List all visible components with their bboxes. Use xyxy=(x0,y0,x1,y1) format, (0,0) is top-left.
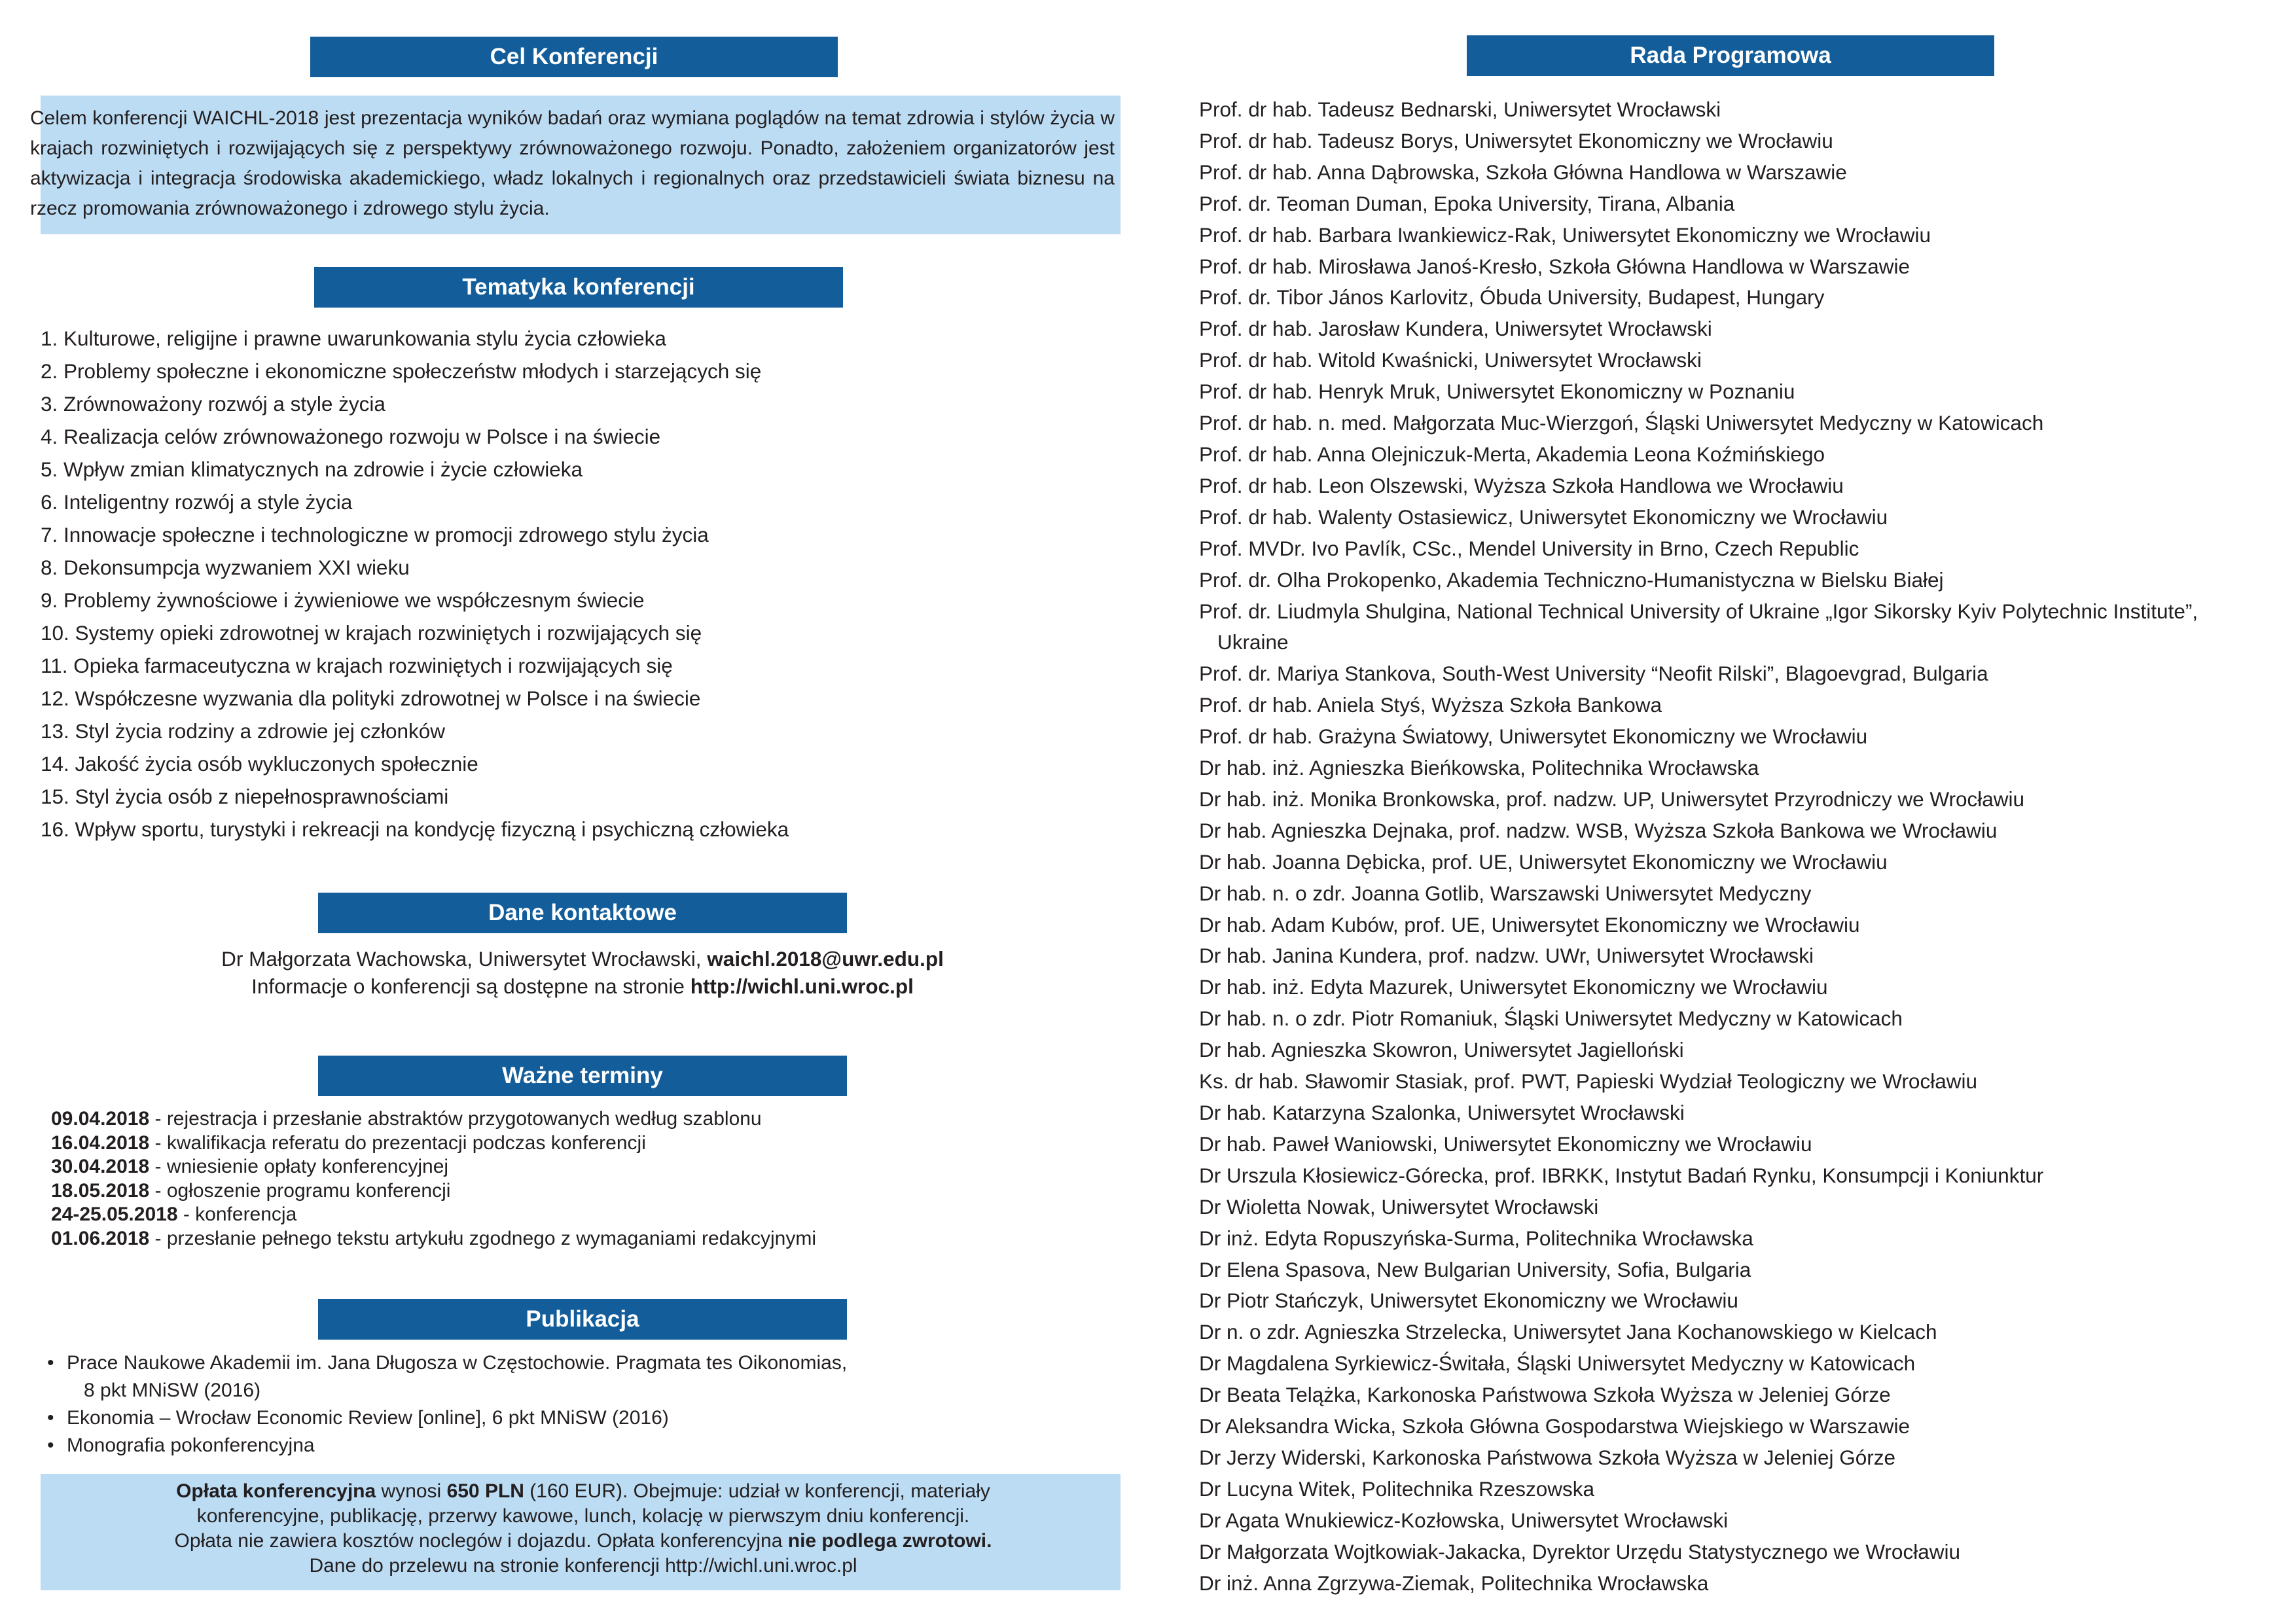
council-member: Dr inż. Anna Zgrzywa-Ziemak, Politechnika Wrocławska xyxy=(1199,1571,1709,1595)
deadline-item xyxy=(51,1203,816,1227)
deadline-item xyxy=(51,1107,816,1132)
topic-item: 3. Zrównoważony rozwój a style życia xyxy=(41,392,386,416)
publication-title: Monografia pokonferencyjna xyxy=(67,1435,315,1456)
fee-line-2: konferencyjne, publikację, przerwy kawowe, lunch, kolację w pierwszym dniu konferencji. xyxy=(196,1505,970,1527)
council-member: Prof. dr hab. Mirosława Janoś-Kresło, Szkoła Główna Handlowa w Warszawie xyxy=(1199,254,1910,278)
fee-text1: wynosi xyxy=(376,1480,447,1502)
council-member: Prof. dr hab. Tadeusz Borys, Uniwersytet Ekonomiczny we Wrocławiu xyxy=(1199,128,1833,152)
topics-list xyxy=(41,322,789,846)
council-member: Prof. dr hab. Aniela Styś, Wyższa Szkoła Bankowa xyxy=(1199,693,1662,717)
council-member: Dr hab. Janina Kundera, prof. nadzw. UWr, Uniwersytet Wrocławski xyxy=(1199,944,1814,968)
topic-item: 12. Współczesne wyzwania dla polityki zdrowotnej w Polsce i na świecie xyxy=(41,687,701,710)
deadlines-heading: Ważne terminy xyxy=(318,1056,847,1096)
council-member: Prof. dr hab. Anna Olejniczuk-Merta, Akademia Leona Koźmińskiego xyxy=(1199,442,1825,466)
publication-title: Ekonomia – Wrocław Economic Review [online], 6 pkt MNiSW (2016) xyxy=(67,1407,669,1429)
council-member: Prof. dr hab. n. med. Małgorzata Muc-Wierzgoń, Śląski Uniwersytet Medyczny w Katowicach xyxy=(1199,411,2044,435)
council-member: Dr Lucyna Witek, Politechnika Rzeszowska xyxy=(1199,1476,1594,1501)
council-member: Dr Małgorzata Wojtkowiak-Jakacka, Dyrektor Urzędu Statystycznego we Wrocławiu xyxy=(1199,1539,1960,1563)
council-member: Dr Piotr Stańczyk, Uniwersytet Ekonomiczny we Wrocławiu xyxy=(1199,1289,1738,1313)
fee-line-1 xyxy=(43,1479,1123,1504)
topic-item: 10. Systemy opieki zdrowotnej w krajach rozwiniętych i rozwijających się xyxy=(41,621,702,645)
council-member: Dr hab. inż. Monika Bronkowska, prof. nadzw. UP, Uniwersytet Przyrodniczy we Wrocławiu xyxy=(1199,787,2025,811)
fee-label: Opłata konferencyjna xyxy=(176,1480,376,1502)
deadline-date: 30.04.2018 xyxy=(51,1156,150,1177)
council-member: Prof. dr hab. Anna Dąbrowska, Szkoła Główna Handlowa w Warszawie xyxy=(1199,160,1847,184)
topic-item: 6. Inteligentny rozwój a style życia xyxy=(41,490,353,514)
goal-text: Celem konferencji WAICHL-2018 jest prezentacja wyników badań oraz wymiana poglądów na temat zdrowia i stylów życia w krajach rozwiniętych i rozwijających się z perspektywy zrównoważonego rozwoju. Ponadto, założeniem organizatorów jest aktywizacja i integracja środowiska akademickiego, władz lokalnych i regionalnych oraz przedstawicieli świata biznesu na rzecz promowania zrównoważonego i zdrowego stylu życia. xyxy=(30,107,1115,219)
publication-item xyxy=(47,1349,847,1404)
topic-item: 5. Wpływ zmian klimatycznych na zdrowie i życie człowieka xyxy=(41,457,583,481)
contact-person: Dr Małgorzata Wachowska, Uniwersytet Wrocławski, xyxy=(221,947,708,971)
council-member: Dr hab. inż. Agnieszka Bieńkowska, Politechnika Wrocławska xyxy=(1199,756,1759,780)
deadline-desc: - wniesienie opłaty konferencyjnej xyxy=(149,1156,449,1177)
council-member: Dr hab. inż. Edyta Mazurek, Uniwersytet Ekonomiczny we Wrocławiu xyxy=(1199,975,1828,999)
publication-detail: 8 pkt MNiSW (2016) xyxy=(84,1380,261,1401)
contact-line-2 xyxy=(39,972,1126,1000)
topic-item: 14. Jakość życia osób wykluczonych społecznie xyxy=(41,752,478,776)
council-member: Prof. MVDr. Ivo Pavlík, CSc., Mendel University in Brno, Czech Republic xyxy=(1199,536,1859,560)
fee-text xyxy=(43,1479,1123,1578)
fee-line-3a: Opłata nie zawiera kosztów noclegów i dojazdu. Opłata konferencyjna xyxy=(174,1530,788,1552)
deadline-desc: - konferencja xyxy=(177,1204,297,1225)
council-member: Prof. dr. Teoman Duman, Epoka University, Tirana, Albania xyxy=(1199,191,1735,215)
goal-heading: Cel Konferencji xyxy=(310,37,838,77)
deadline-desc: - kwalifikacja referatu do prezentacji podczas konferencji xyxy=(149,1132,646,1154)
publications-list xyxy=(47,1349,847,1459)
council-member: Dr hab. Agnieszka Skowron, Uniwersytet Jagielloński xyxy=(1199,1038,1684,1062)
contact-email: waichl.2018@uwr.edu.pl xyxy=(707,947,944,971)
council-heading: Rada Programowa xyxy=(1467,35,1994,76)
council-member: Dr Beata Telążka, Karkonoska Państwowa Szkoła Wyższa w Jeleniej Górze xyxy=(1199,1383,1891,1407)
deadline-desc: - przesłanie pełnego tekstu artykułu zgodnego z wymaganiami redakcyjnymi xyxy=(149,1227,816,1249)
bullet-icon: • xyxy=(47,1407,54,1429)
council-member: Prof. dr hab. Witold Kwaśnicki, Uniwersytet Wrocławski xyxy=(1199,348,1702,372)
deadline-date: 16.04.2018 xyxy=(51,1132,150,1154)
deadline-date: 09.04.2018 xyxy=(51,1108,150,1130)
council-member: Dr inż. Edyta Ropuszyńska-Surma, Politechnika Wrocławska xyxy=(1199,1226,1753,1250)
bullet-icon: • xyxy=(47,1435,54,1456)
topic-item: 1. Kulturowe, religijne i prawne uwarunkowania stylu życia człowieka xyxy=(41,327,666,350)
council-member: Dr Wioletta Nowak, Uniwersytet Wrocławski xyxy=(1199,1194,1599,1219)
topic-item: 7. Innowacje społeczne i technologiczne w promocji zdrowego stylu życia xyxy=(41,523,709,546)
topic-item: 9. Problemy żywnościowe i żywieniowe we współczesnym świecie xyxy=(41,588,645,612)
deadline-desc: - rejestracja i przesłanie abstraktów przygotowanych według szablonu xyxy=(149,1108,762,1130)
topic-item: 15. Styl życia osób z niepełnosprawnościami xyxy=(41,785,449,808)
council-member: Prof. dr. Olha Prokopenko, Akademia Techniczno-Humanistyczna w Bielsku Białej xyxy=(1199,567,1944,592)
council-member: Dr Jerzy Widerski, Karkonoska Państwowa Szkoła Wyższa w Jeleniej Górze xyxy=(1199,1445,1896,1469)
publication-item xyxy=(47,1404,847,1432)
topics-heading: Tematyka konferencji xyxy=(314,267,843,308)
council-member: Dr Elena Spasova, New Bulgarian University, Sofia, Bulgaria xyxy=(1199,1257,1751,1281)
topic-item: 4. Realizacja celów zrównoważonego rozwoju w Polsce i na świecie xyxy=(41,425,661,448)
deadline-item xyxy=(51,1155,816,1179)
council-member: Dr Urszula Kłosiewicz-Górecka, prof. IBRKK, Instytut Badań Rynku, Konsumpcji i Koniunktur xyxy=(1199,1163,2044,1187)
contact-block xyxy=(39,945,1126,1000)
council-member: Dr Aleksandra Wicka, Szkoła Główna Gospodarstwa Wiejskiego w Warszawie xyxy=(1199,1414,1910,1438)
deadline-date: 24-25.05.2018 xyxy=(51,1204,178,1225)
council-list xyxy=(1199,94,2272,1599)
council-member: Ks. dr hab. Sławomir Stasiak, prof. PWT, Papieski Wydział Teologiczny we Wrocławiu xyxy=(1199,1069,1977,1094)
fee-amount: 650 PLN xyxy=(446,1480,524,1502)
fee-text2: (160 EUR). Obejmuje: udział w konferencji, materiały xyxy=(524,1480,990,1502)
deadline-desc: - ogłoszenie programu konferencji xyxy=(149,1179,451,1202)
fee-line-3 xyxy=(43,1529,1123,1554)
contact-website: http://wichl.uni.wroc.pl xyxy=(690,974,914,998)
deadline-item xyxy=(51,1179,816,1204)
council-member: Prof. dr hab. Grażyna Światowy, Uniwersytet Ekonomiczny we Wrocławiu xyxy=(1199,724,1868,749)
deadline-date: 01.06.2018 xyxy=(51,1227,150,1249)
council-member: Prof. dr. Liudmyla Shulgina, National Technical University of Ukraine „Igor Sikorsky Kyiv Polytechnic Institute”, Ukraine xyxy=(1199,599,2198,654)
fee-nonrefundable: nie podlega zwrotowi. xyxy=(787,1530,992,1552)
topic-item: 11. Opieka farmaceutyczna w krajach rozwiniętych i rozwijających się xyxy=(41,654,673,677)
council-member: Dr hab. n. o zdr. Joanna Gotlib, Warszawski Uniwersytet Medyczny xyxy=(1199,881,1812,905)
council-member: Prof. dr hab. Barbara Iwankiewicz-Rak, Uniwersytet Ekonomiczny we Wrocławiu xyxy=(1199,223,1931,247)
contact-website-label: Informacje o konferencji są dostępne na stronie xyxy=(251,974,691,998)
council-member: Dr hab. Katarzyna Szalonka, Uniwersytet Wrocławski xyxy=(1199,1101,1685,1124)
council-member: Dr n. o zdr. Agnieszka Strzelecka, Uniwersytet Jana Kochanowskiego w Kielcach xyxy=(1199,1320,1937,1344)
topic-item: 13. Styl życia rodziny a zdrowie jej członków xyxy=(41,719,446,743)
topic-item: 8. Dekonsumpcja wyzwaniem XXI wieku xyxy=(41,556,410,579)
council-member: Prof. dr hab. Tadeusz Bednarski, Uniwersytet Wrocławski xyxy=(1199,98,1721,121)
topic-item: 2. Problemy społeczne i ekonomiczne społeczeństw młodych i starzejących się xyxy=(41,359,762,383)
deadlines-list xyxy=(51,1107,816,1251)
publication-title: Prace Naukowe Akademii im. Jana Długosza w Częstochowie. Pragmata tes Oikonomias, xyxy=(67,1352,848,1374)
council-member: Dr Agata Wnukiewicz-Kozłowska, Uniwersytet Wrocławski xyxy=(1199,1508,1729,1532)
deadline-item xyxy=(51,1132,816,1156)
deadline-item xyxy=(51,1227,816,1251)
council-member: Prof. dr hab. Walenty Ostasiewicz, Uniwersytet Ekonomiczny we Wrocławiu xyxy=(1199,505,1888,529)
council-member: Dr hab. Adam Kubów, prof. UE, Uniwersytet Ekonomiczny we Wrocławiu xyxy=(1199,912,1860,936)
council-member: Dr hab. Agnieszka Dejnaka, prof. nadzw. WSB, Wyższa Szkoła Bankowa we Wrocławiu xyxy=(1199,818,1998,842)
council-member: Prof. dr. Mariya Stankova, South-West University “Neofit Rilski”, Blagoevgrad, Bulgaria xyxy=(1199,662,1988,686)
council-member: Prof. dr hab. Jarosław Kundera, Uniwersytet Wrocławski xyxy=(1199,317,1712,341)
bullet-icon: • xyxy=(47,1352,54,1374)
council-member: Dr hab. Joanna Dębicka, prof. UE, Uniwersytet Ekonomiczny we Wrocławiu xyxy=(1199,849,1888,874)
publication-item xyxy=(47,1432,847,1459)
publications-heading: Publikacja xyxy=(318,1299,847,1340)
fee-line-4: Dane do przelewu na stronie konferencji http://wichl.uni.wroc.pl xyxy=(309,1555,857,1577)
council-member: Dr hab. n. o zdr. Piotr Romaniuk, Śląski Uniwersytet Medyczny w Katowicach xyxy=(1199,1007,1903,1031)
council-member: Prof. dr hab. Leon Olszewski, Wyższa Szkoła Handlowa we Wrocławiu xyxy=(1199,473,1844,497)
contact-heading: Dane kontaktowe xyxy=(318,893,847,933)
council-member: Dr hab. Paweł Waniowski, Uniwersytet Ekonomiczny we Wrocławiu xyxy=(1199,1132,1812,1156)
topic-item: 16. Wpływ sportu, turystyki i rekreacji na kondycję fizyczną i psychiczną człowieka xyxy=(41,817,789,841)
council-member: Prof. dr. Tibor János Karlovitz, Óbuda University, Budapest, Hungary xyxy=(1199,285,1825,310)
council-member: Prof. dr hab. Henryk Mruk, Uniwersytet Ekonomiczny w Poznaniu xyxy=(1199,380,1795,404)
deadline-date: 18.05.2018 xyxy=(51,1179,150,1202)
council-member: Dr Magdalena Syrkiewicz-Świtała, Śląski Uniwersytet Medyczny w Katowicach xyxy=(1199,1351,1916,1376)
contact-line-1 xyxy=(39,945,1126,972)
